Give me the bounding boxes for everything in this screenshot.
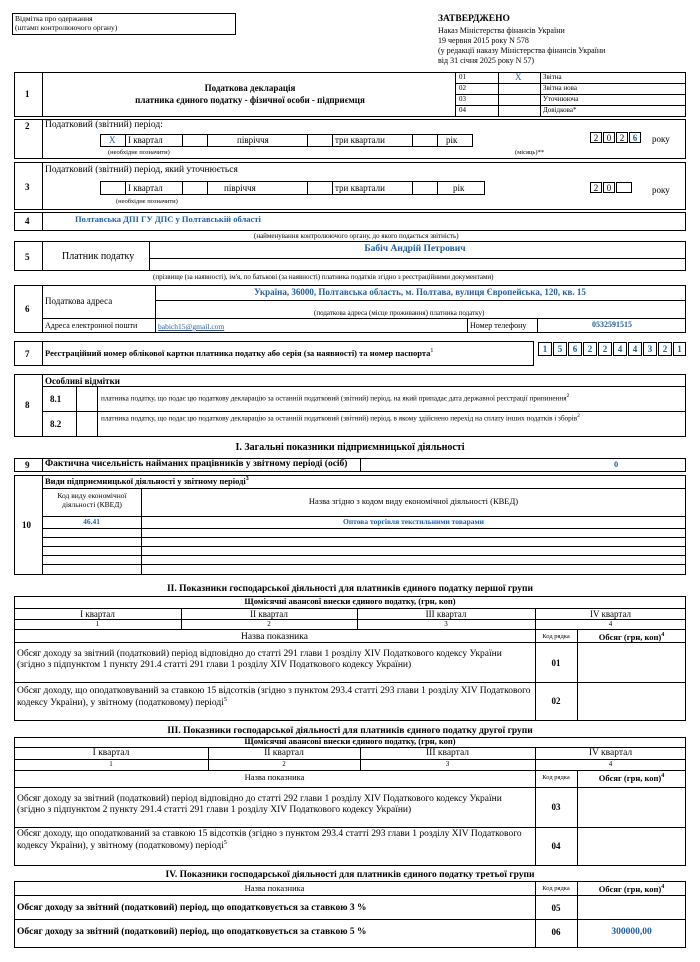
row3-label: Податковий (звітний) період, який уточнюється bbox=[45, 165, 238, 175]
s3-qn2: 2 bbox=[282, 760, 286, 768]
approved-line3: (у редакції наказу Міністерства фінансів України bbox=[438, 46, 606, 55]
period-q1-label: I квартал bbox=[128, 135, 163, 145]
row10-title: Види підприємницької діяльності у звітному періоді$^3$ bbox=[45, 475, 249, 486]
s3-qn1: 1 bbox=[109, 760, 113, 768]
approved-line4: від 31 січня 2025 року N 57) bbox=[438, 56, 535, 65]
s2-col-name: Назва показника bbox=[241, 632, 308, 642]
row6-num: 6 bbox=[25, 304, 30, 314]
s3-col-code: Код рядка bbox=[542, 774, 570, 781]
code-04: 04 bbox=[459, 106, 466, 114]
kved-code-value[interactable]: 46.41 bbox=[83, 517, 100, 526]
report-type-label-04: Довідкова* bbox=[543, 106, 577, 114]
row5-num: 5 bbox=[25, 252, 30, 262]
row3-note: (необхідне позначити) bbox=[116, 198, 178, 205]
row3-half-label: півріччя bbox=[224, 183, 256, 193]
email-value[interactable]: babich15@gmail.com bbox=[158, 322, 225, 331]
row4-caption: (найменування контролюючого органу, до якого подається звітність) bbox=[254, 232, 459, 240]
approved-line2: 19 червня 2015 року N 578 bbox=[438, 36, 529, 45]
row3-q1-label: I квартал bbox=[128, 183, 163, 193]
section2-title: II. Показники господарської діяльності для платників єдиного податку першої групи bbox=[166, 584, 533, 594]
row2-num: 2 bbox=[25, 121, 30, 131]
s4-row06-value[interactable]: 300000,00 bbox=[611, 927, 652, 937]
s4-row05-code: 05 bbox=[551, 903, 561, 913]
row8-1-text: платника податку, що подає цю податкову декларацію за останній податковий (звітний) період, на який припадає дата державної реєстрації припинення$^2$ bbox=[101, 393, 570, 403]
s2-q2: II квартал bbox=[250, 609, 288, 619]
s3-q1: I квартал bbox=[92, 748, 130, 758]
row2-note: (необхідне позначити) bbox=[108, 149, 170, 156]
row8-title: Особливі відмітки bbox=[45, 376, 120, 386]
s4-row05-text: Обсяг доходу за звітний (податковий) період, що оподатковується за ставкою 3 % bbox=[17, 903, 367, 913]
s2-col-code: Код рядка bbox=[542, 633, 570, 640]
s3-row03-text: Обсяг доходу за звітний (податковий) період відповідно до статті 292 глави 1 розділу XIV Податкового кодексу України (згідно з підпунктом 2 пункту 291.4 статті 291 глави 1 розділу XIV Податкового кодексу України) bbox=[17, 794, 502, 815]
section2-advance: Щомісячні авансові внески єдиного податку, (грн, коп) bbox=[244, 596, 456, 606]
period-q3-label: три квартали bbox=[335, 135, 385, 145]
s3-qn4: 4 bbox=[608, 760, 613, 768]
s2-col-sum: Обсяг (грн, коп)$^4$ bbox=[598, 631, 665, 642]
report-type-table bbox=[455, 72, 686, 117]
row3-q3-label: три квартали bbox=[335, 183, 385, 193]
period-half-label: півріччя bbox=[237, 135, 269, 145]
s2-q3: III квартал bbox=[425, 609, 467, 619]
s3-q3: III квартал bbox=[426, 748, 469, 758]
row8-num: 8 bbox=[25, 400, 30, 410]
section1-title: I. Загальні показники підприємницької діяльності bbox=[235, 442, 465, 453]
period-year-label: рік bbox=[446, 135, 458, 145]
code-03: 03 bbox=[459, 95, 466, 103]
address-caption: (податкова адреса (місце проживання) платника податку) bbox=[314, 309, 485, 317]
phone-value[interactable]: 0532591515 bbox=[592, 320, 632, 329]
stamp-line2: (штамп контролюючого органу) bbox=[15, 23, 118, 32]
s2-row02-code: 02 bbox=[551, 696, 561, 706]
taxpayer-name-value[interactable]: Бабіч Андрій Петрович bbox=[364, 244, 466, 254]
row2-year-label: року bbox=[652, 134, 670, 144]
code-02: 02 bbox=[459, 84, 466, 92]
report-type-label-01: Звітна bbox=[543, 73, 562, 81]
declaration-subtitle: платника єдиного податку - фізичної особи - підприємця bbox=[135, 95, 365, 105]
s3-row04-text: Обсяг доходу, що оподаткований за ставкою 15 відсотків (згідно з пунктом 293.4 статті 293 глави 1 розділу XIV Податкового кодексу України), у звітному (податковому) періоді$^5$ bbox=[17, 829, 522, 852]
s3-col-sum: Обсяг (грн, коп)$^4$ bbox=[598, 772, 665, 783]
row3-year-cells[interactable]: 2 0 bbox=[590, 182, 642, 194]
s3-row04-code: 04 bbox=[551, 841, 561, 851]
row10-num: 10 bbox=[22, 520, 31, 530]
code-01: 01 bbox=[459, 73, 466, 81]
approved-title: ЗАТВЕРДЖЕНО bbox=[438, 14, 510, 24]
employees-value[interactable]: 0 bbox=[614, 459, 619, 469]
s3-q2: II квартал bbox=[264, 748, 304, 758]
s3-qn3: 3 bbox=[445, 760, 450, 768]
s3-q4: IV квартал bbox=[588, 748, 633, 758]
s2-qn3: 3 bbox=[444, 620, 448, 628]
row9-label: Фактична чисельність найманих працівників у звітному періоді (осіб) bbox=[45, 459, 348, 469]
section4-title: IV. Показники господарської діяльності для платників єдиного податку третьої групи bbox=[165, 870, 535, 880]
s2-q1: I квартал bbox=[80, 609, 115, 619]
email-label: Адреса електронної пошти bbox=[45, 321, 138, 330]
row8-2-text: платника податку, що подає цю податкову декларацію за останній податковий (звітний) період, в якому здійснено перехід на сплату інших податків і зборів$^2$ bbox=[101, 413, 580, 423]
row2-month: (місяць)** bbox=[515, 149, 545, 156]
approved-line1: Наказ Міністерства фінансів України bbox=[438, 26, 565, 35]
row8-2-num: 8.2 bbox=[50, 419, 62, 429]
report-type-label-02: Звітна нова bbox=[543, 84, 577, 92]
row3-year-label-suffix: року bbox=[652, 185, 670, 195]
kved-name-value[interactable]: Оптова торгівля текстильними товарами bbox=[343, 517, 484, 526]
tax-id-cells[interactable]: 1 5 6 2 2 4 4 3 2 1 bbox=[538, 342, 686, 357]
s2-row01-code: 01 bbox=[551, 658, 561, 668]
s2-row02-text: Обсяг доходу, що оподатковуваний за ставкою 15 відсотків (згідно з пунктом 293.4 статті 293 глави 1 розділу XIV Податкового кодексу України), у звітному (податковому) періоді$^5$ bbox=[17, 686, 531, 709]
s2-q4: IV квартал bbox=[589, 609, 632, 619]
address-label: Податкова адреса bbox=[45, 296, 113, 306]
s2-qn4: 4 bbox=[608, 620, 613, 628]
row7-label: Реєстраційний номер облікової картки платника податку або серія (за наявності) та номер паспорта$^1$ bbox=[45, 347, 434, 358]
row1-num: 1 bbox=[25, 89, 30, 99]
phone-label: Номер телефону bbox=[470, 321, 527, 330]
row7-num: 7 bbox=[25, 349, 30, 359]
s2-qn2: 2 bbox=[267, 620, 271, 628]
row5-caption: (прізвище (за наявності), ім'я, по батькові (за наявності) платника податків згідно з реєстраційними документами) bbox=[153, 273, 494, 281]
declaration-title: Податкова декларація bbox=[204, 83, 296, 93]
period-checkbox-q1[interactable]: X bbox=[109, 135, 116, 145]
s2-row01-text: Обсяг доходу за звітний (податковий) період відповідно до статті 291 глави 1 розділу XIV Податкового кодексу України (згідно з підпунктом 1 пункту 291.4 статті 291 глави 1 розділу XIV Податкового кодексу України) bbox=[17, 649, 502, 670]
row2-label: Податковий (звітний) період: bbox=[45, 120, 163, 130]
s4-col-sum: Обсяг (грн, коп)$^4$ bbox=[598, 883, 665, 894]
tax-office-value[interactable]: Полтавська ДПІ ГУ ДПС у Полтавській області bbox=[75, 214, 261, 224]
row5-label: Платник податку bbox=[62, 251, 135, 262]
kved-code-header: Код виду економічної діяльності (КВЕД) bbox=[57, 491, 127, 509]
row8-1-num: 8.1 bbox=[50, 394, 62, 404]
s2-qn1: 1 bbox=[95, 620, 100, 628]
section3-advance: Щомісячні авансові внески єдиного податку, (грн, коп) bbox=[244, 736, 456, 746]
row9-num: 9 bbox=[25, 460, 30, 470]
report-type-checkbox-01[interactable]: X bbox=[515, 72, 522, 82]
row4-num: 4 bbox=[25, 216, 30, 226]
s4-col-code: Код рядка bbox=[542, 885, 570, 892]
report-type-label-03: Уточнююча bbox=[543, 95, 579, 103]
row2-year-cells[interactable]: 2 0 2 6 bbox=[590, 132, 642, 144]
s4-row06-text: Обсяг доходу за звітний (податковий) період, що оподатковується за ставкою 5 % bbox=[17, 927, 367, 937]
s3-col-name: Назва показника bbox=[244, 772, 305, 782]
section3-title: III. Показники господарської діяльності для платників єдиного податку другої групи bbox=[167, 726, 533, 736]
stamp-line1: Відмітка про одержання bbox=[15, 14, 93, 23]
s4-col-name: Назва показника bbox=[244, 883, 305, 893]
address-value[interactable]: Україна, 36000, Полтавська область, м. Полтава, вулиця Європейська, 120, кв. 15 bbox=[254, 287, 586, 297]
s3-row03-code: 03 bbox=[551, 802, 561, 812]
row3-num: 3 bbox=[25, 182, 30, 192]
s4-row06-code: 06 bbox=[551, 927, 561, 937]
row3-year-label: рік bbox=[453, 183, 465, 193]
kved-name-header: Назва згідно з кодом виду економічної діяльності (КВЕД) bbox=[308, 496, 519, 506]
